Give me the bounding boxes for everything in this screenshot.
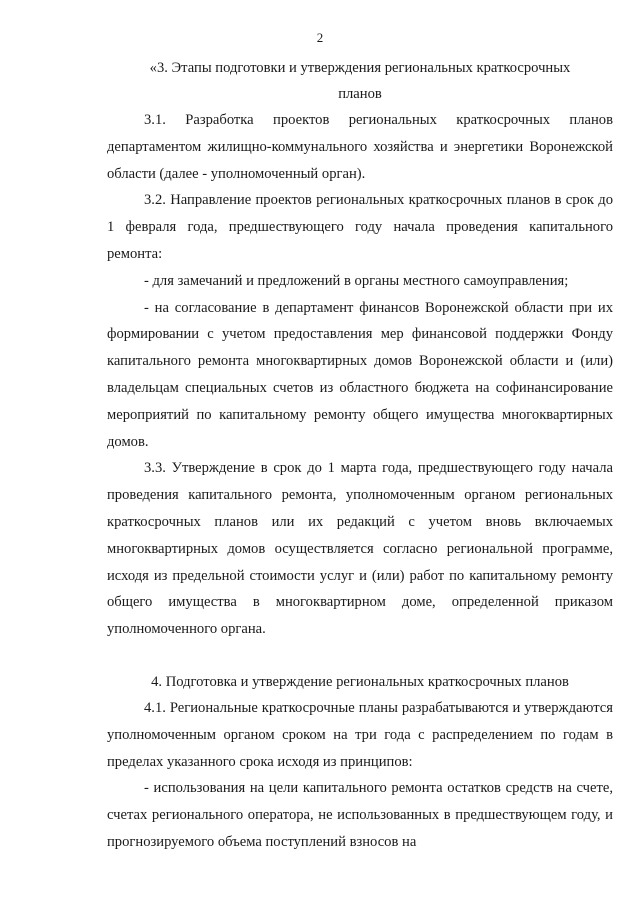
- paragraph-3-2-item-b: - на согласование в департамент финансов Воронежской области при их формировании с учетом предоставления мер финансовой поддержки Фонду капитального ремонта многоквартирных домов Воронежской области и (или) владельцам специальных счетов из областного бюджета на софинансирование мероприятий по капитальному ремонту общего имущества многоквартирных домов.: [107, 299, 613, 450]
- section-3-heading: [107, 55, 613, 107]
- document-body: [107, 55, 613, 856]
- section-3-heading-line2: планов: [338, 86, 382, 102]
- paragraph-3-1: 3.1. Разработка проектов региональных краткосрочных планов департаментом жилищно-коммунального хозяйства и энергетики Воронежской области (далее - уполномоченный орган).: [107, 112, 613, 182]
- section-4-heading: 4. Подготовка и утверждение региональных краткосрочных планов: [151, 673, 569, 690]
- section-spacer: [107, 643, 613, 669]
- page-number: 2: [316, 30, 324, 45]
- section-3-heading-line1: «3. Этапы подготовки и утверждения региональных краткосрочных: [149, 60, 571, 76]
- paragraph-3-2: 3.2. Направление проектов региональных краткосрочных планов в срок до 1 февраля года, предшествующего году начала проведения капитального ремонта:: [107, 192, 613, 262]
- paragraph-3-2-item-a: - для замечаний и предложений в органы местного самоуправления;: [144, 272, 569, 289]
- paragraph-4-1-item-a: - использования на цели капитального ремонта остатков средств на счете, счетах регионального оператора, не использованных в предшествующем году, и прогнозируемого объема поступлений взносов на: [107, 780, 613, 850]
- paragraph-4-1: 4.1. Региональные краткосрочные планы разрабатываются и утверждаются уполномоченным органом сроком на три года с распределением по годам в пределах указанного срока исходя из принципов:: [107, 699, 613, 770]
- paragraph-3-3: 3.3. Утверждение в срок до 1 марта года, предшествующего году начала проведения капитального ремонта, уполномоченным органом региональных краткосрочных планов или их редакций с учетом вновь включаемых многоквартирных домов осуществляется согласно региональной программе, исходя из предельной стоимости услуг и (или) работ по капитальному ремонту общего имущества в многоквартирном доме, определенной приказом уполномоченного органа.: [107, 460, 613, 638]
